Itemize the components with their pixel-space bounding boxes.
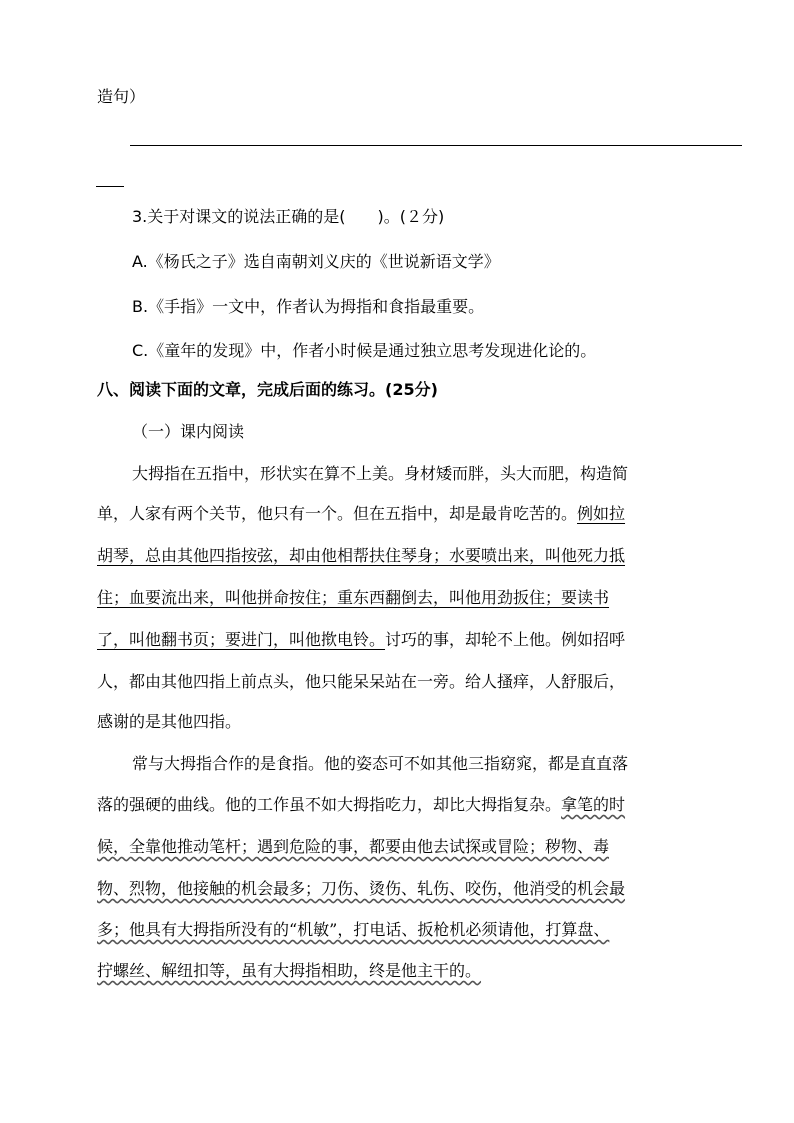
section-8-heading: 八、阅读下面的文章，完成后面的练习。(25分) <box>97 380 438 399</box>
passage-text: 讨巧的事，却轮不上他。例如招呼 <box>385 630 626 649</box>
passage-p1-line-5 <box>97 628 625 652</box>
passage-p1-line-7: 感谢的是其他四指。 <box>97 712 242 731</box>
question-3-stem: 3.关于对课文的说法正确的是( )。(２分) <box>132 207 445 226</box>
passage-p1-line-6: 人，都由其他四指上前点头，他只能呆呆站在一旁。给人搔痒，人舒服后， <box>97 672 626 691</box>
passage-p2-line-6: 拧螺丝、解纽扣等，虽有大拇指相助，终是他主干的。 <box>97 961 482 980</box>
underlined-sentence-end: 了，叫他翻书页；要进门，叫他揿电铃。 <box>97 630 386 649</box>
passage-p2-line-1: 常与大拇指合作的是食指。他的姿态可不如其他三指窈窕，都是直直落 <box>132 754 629 773</box>
wavy-underlined-sentence: 拿笔的时 <box>561 795 626 814</box>
underlined-sentence: 例如拉 <box>577 504 626 523</box>
passage-p2-line-5: 多；他具有大拇指所没有的“机敏”，打电话、扳枪机必须请他，打算盘、 <box>97 920 610 939</box>
passage-p2-line-3: 候，全靠他推动笔杆；遇到危险的事，都要由他去试探或冒险；秽物、毒 <box>97 837 610 856</box>
sentence-making-tail: 造句） <box>97 87 146 106</box>
passage-text: 落的强硬的曲线。他的工作虽不如大拇指吃力，却比大拇指复杂。 <box>97 795 562 814</box>
question-3-option-c: C.《童年的发现》中，作者小时候是通过独立思考发现进化论的。 <box>132 341 597 360</box>
question-3-option-b: B.《手指》一文中，作者认为拇指和食指最重要。 <box>132 297 485 316</box>
passage-p2-line-4: 物、烈物，他接触的机会最多；刀伤、烫伤、轧伤、咬伤，他消受的机会最 <box>97 879 626 898</box>
answer-line <box>130 145 742 146</box>
passage-p2-line-2 <box>97 793 625 817</box>
passage-p1-line-4: 住；血要流出来，叫他拼命按住；重东西翻倒去，叫他用劲扳住；要读书 <box>97 588 610 607</box>
passage-p1-line-1: 大拇指在五指中，形状实在算不上美。身材矮而胖，头大而肥，构造简 <box>132 464 629 483</box>
answer-line-tail <box>96 186 124 187</box>
section-8-subheading: （一）课内阅读 <box>132 422 245 441</box>
passage-p1-line-3: 胡琴，总由其他四指按弦，却由他相帮扶住琴身；水要喷出来，叫他死力抵 <box>97 546 626 565</box>
passage-text: 单，人家有两个关节，他只有一个。但在五指中，却是最肯吃苦的。 <box>97 504 578 523</box>
question-3-option-a: A.《杨氏之子》选自南朝刘义庆的《世说新语文学》 <box>132 252 500 271</box>
passage-p1-line-2 <box>97 502 625 526</box>
